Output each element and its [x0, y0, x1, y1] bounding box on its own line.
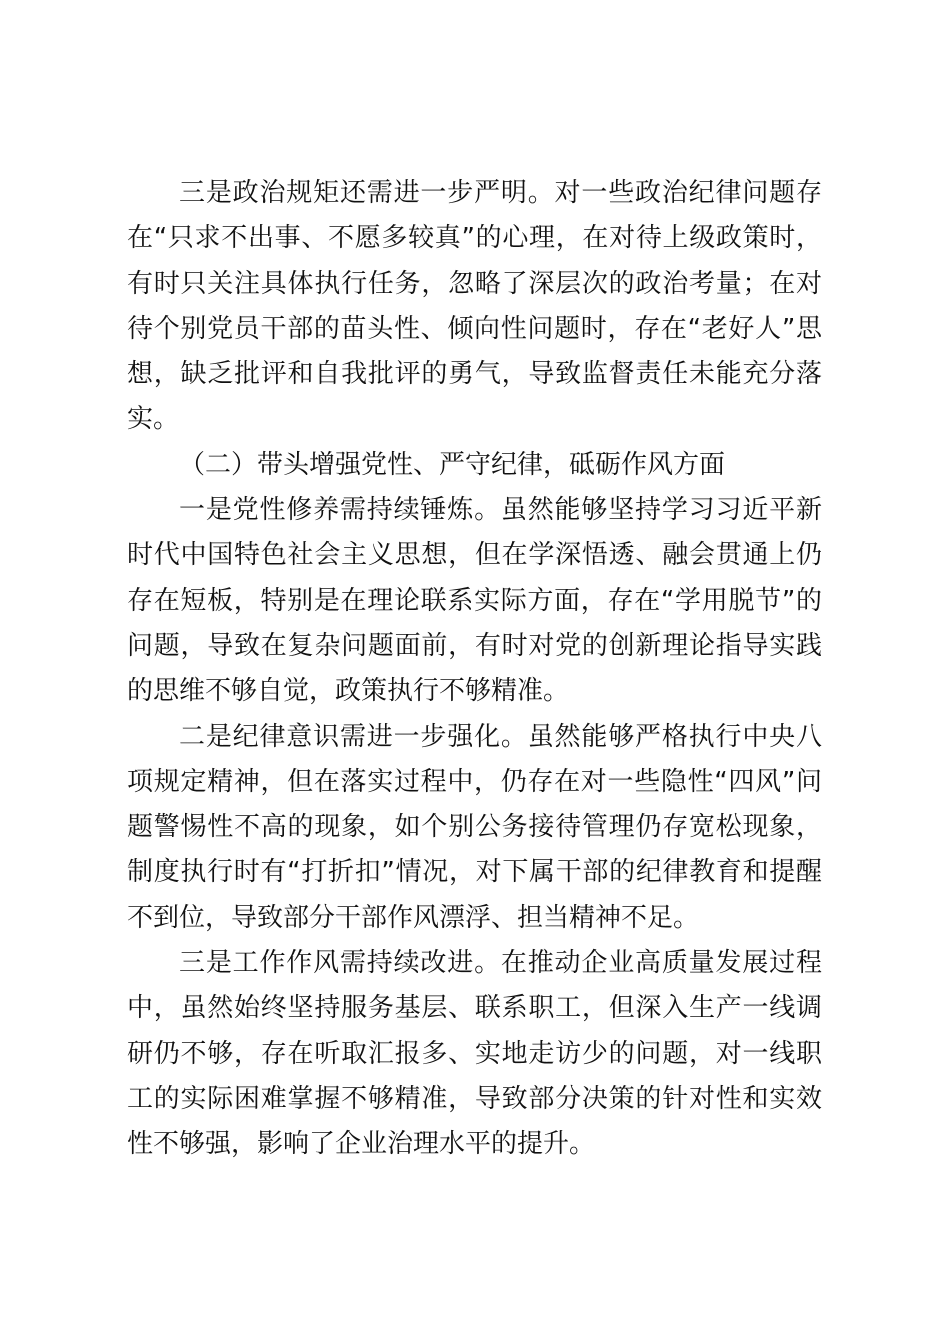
paragraph-discipline-awareness: 二是纪律意识需进一步强化。虽然能够严格执行中央八项规定精神，但在落实过程中，仍存在对一些隐性“四风”问题警惕性不高的现象，如个别公务接待管理仍存宽松现象，制度执行时有“打折扣”情况，对下属干部的纪律教育和提醒不到位，导致部分干部作风漂浮、担当精神不足。	[127, 721, 822, 933]
section-heading-party-spirit: （二）带头增强党性、严守纪律，砥砺作风方面	[179, 449, 726, 480]
document-body	[127, 171, 822, 1168]
paragraph-political-rules: 三是政治规矩还需进一步严明。对一些政治纪律问题存在“只求不出事、不愿多较真”的心理，在对待上级政策时，有时只关注具体执行任务，忽略了深层次的政治考量；在对待个别党员干部的苗头性、倾向性问题时，存在“老好人”思想，缺乏批评和自我批评的勇气，导致监督责任未能充分落实。	[127, 178, 822, 435]
paragraph-work-style: 三是工作作风需持续改进。在推动企业高质量发展过程中，虽然始终坚持服务基层、联系职工，但深入生产一线调研仍不够，存在听取汇报多、实地走访少的问题，对一线职工的实际困难掌握不够精准，导致部分决策的针对性和实效性不够强，影响了企业治理水平的提升。	[127, 948, 822, 1160]
paragraph-party-cultivation: 一是党性修养需持续锤炼。虽然能够坚持学习习近平新时代中国特色社会主义思想，但在学深悟透、融会贯通上仍存在短板，特别是在理论联系实际方面，存在“学用脱节”的问题，导致在复杂问题面前，有时对党的创新理论指导实践的思维不够自觉，政策执行不够精准。	[127, 495, 822, 707]
